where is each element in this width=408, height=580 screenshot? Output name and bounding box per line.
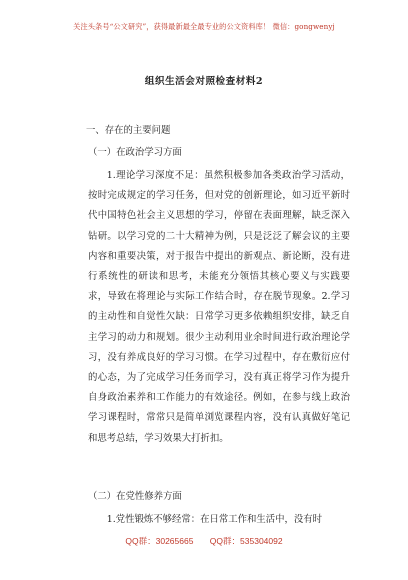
document-title: 组织生活会对照检查材料2 (144, 76, 264, 87)
header-banner: 关注头条号“公文研究”，获得最新最全最专业的公文资料库！ 微信：gongwenyj (73, 22, 335, 31)
body-text-political-study (88, 166, 350, 449)
body-text-party-spirit (88, 510, 350, 530)
footer-qq-groups: QQ群：30265665 QQ群：535304092 (125, 536, 283, 546)
paragraph-political-study: 1.理论学习深度不足：虽然积极参加各类政治学习活动，按时完成规定的学习任务，但对党的创新理论，如习近平新时代中国特色社会主义思想的学习，停留在表面理解，缺乏深入钻研。以学习党的二十大精神为例，只是泛泛了解会议的主要内容和重要决策，对于报告中提出的新观点、新论断，没有进行系统性的研读和思考，未能充分领悟其核心要义与实践要求，导致在将理论与实际工作结合时，存在脱节现象。2.学习的主动性和自觉性欠缺：日常学习更多依赖组织安排，缺乏自主学习的动力和规划。很少主动利用业余时间进行政治理论学习，没有养成良好的学习习惯。在学习过程中，存在敷衍应付的心态，为了完成学习任务而学习，没有真正将学习作为提升自身政治素养和工作能力的有效途径。例如，在参与线上政治学习课程时，常常只是简单浏览课程内容，没有认真做好笔记和思考总结，学习效果大打折扣。 (88, 170, 350, 444)
section-heading-problems: 一、存在的主要问题 (86, 125, 171, 136)
paragraph-party-spirit: 1.党性锻炼不够经常：在日常工作和生活中，没有时 (106, 514, 322, 525)
subsection-heading-political-study: （一）在政治学习方面 (88, 147, 182, 158)
subsection-heading-party-spirit: （二）在党性修养方面 (88, 491, 182, 502)
